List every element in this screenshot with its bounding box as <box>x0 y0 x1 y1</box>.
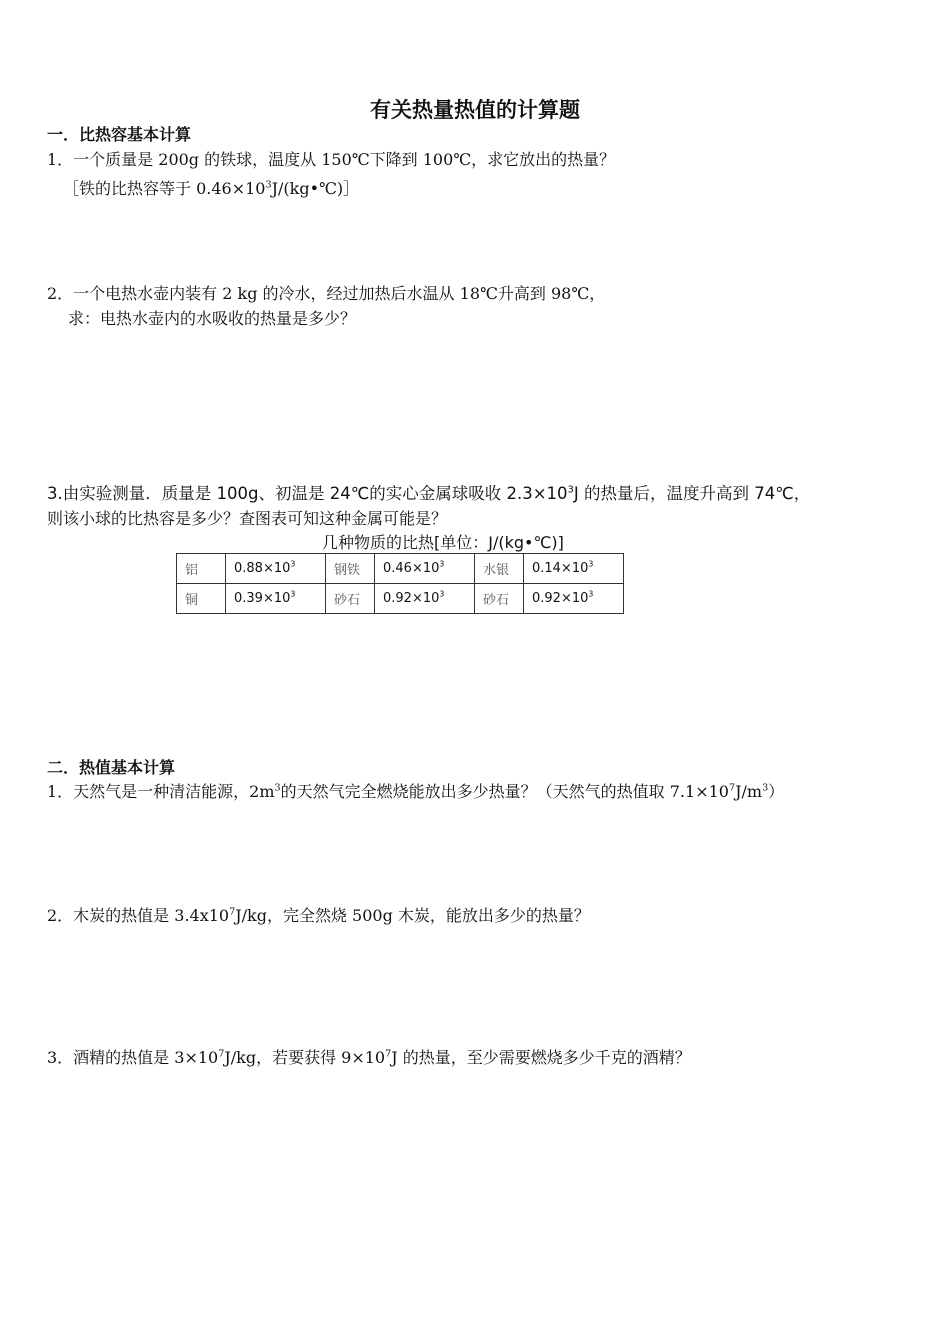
specific-heat-value: $0.14\times 10^3$ <box>524 554 624 584</box>
s1-q1-line1: 1．一个质量是 200g 的铁球，温度从 150℃下降到 100℃，求它放出的热量？ <box>47 150 616 169</box>
s1-q1-line2: ［铁的比热容等于 $0.46\times 10^3J/(kg•℃)]$ <box>63 179 360 198</box>
section2-heading: 二．热值基本计算 <box>47 758 176 777</box>
section1-heading: 一．比热容基本计算 <box>47 125 192 144</box>
substance-name: 水银 <box>475 554 524 584</box>
s2-q2: 2．木炭的热值是 $3.4x10^7J/kg$，完全然烧 500g 木炭，能放出多少的热量？ <box>47 906 590 925</box>
specific-heat-value: $0.88\times 10^3$ <box>226 554 326 584</box>
s1-q2-line2: 求：电热水壶内的水吸收的热量是多少？ <box>68 309 357 328</box>
table-row <box>177 584 624 614</box>
table-caption: 几种物质的比热[单位：J/(kg•℃)] <box>322 533 564 552</box>
table-row <box>177 554 624 584</box>
page-title: 有关热量热值的计算题 <box>370 97 580 122</box>
substance-name: 钢铁 <box>326 554 375 584</box>
s2-q3: 3．酒精的热值是 $3\times 10^7J/kg$，若要获得 $9\times 10^7J$ 的热量，至少需要燃烧多少千克的酒精？ <box>47 1048 691 1067</box>
s1-q3-line2: 则该小球的比热容是多少？查图表可知这种金属可能是？ <box>47 509 448 528</box>
substance-name: 砂石 <box>475 584 524 614</box>
substance-name: 铝 <box>177 554 226 584</box>
substance-name: 铜 <box>177 584 226 614</box>
s2-q1: 1．天然气是一种清洁能源，$2m^3$的天然气完全燃烧能放出多少热量？（天然气的热值取 $7.1\times 10^7J/m^3$） <box>47 782 785 801</box>
specific-heat-value: $0.39\times 10^3$ <box>226 584 326 614</box>
specific-heat-value: $0.92\times 10^3$ <box>524 584 624 614</box>
s1-q3-line1: 3.由实验测量．质量是 100g、初温是 24℃的实心金属球吸收 $2.3\times 10^3J$ 的热量后，温度升高到 74℃， <box>47 484 811 503</box>
substance-name: 砂石 <box>326 584 375 614</box>
specific-heat-value: $0.46\times 10^3$ <box>375 554 475 584</box>
s1-q2-line1: 2．一个电热水壶内装有 2 kg 的冷水，经过加热后水温从 18℃升高到 98℃， <box>47 284 606 303</box>
specific-heat-table <box>176 553 624 614</box>
specific-heat-value: $0.92\times 10^3$ <box>375 584 475 614</box>
